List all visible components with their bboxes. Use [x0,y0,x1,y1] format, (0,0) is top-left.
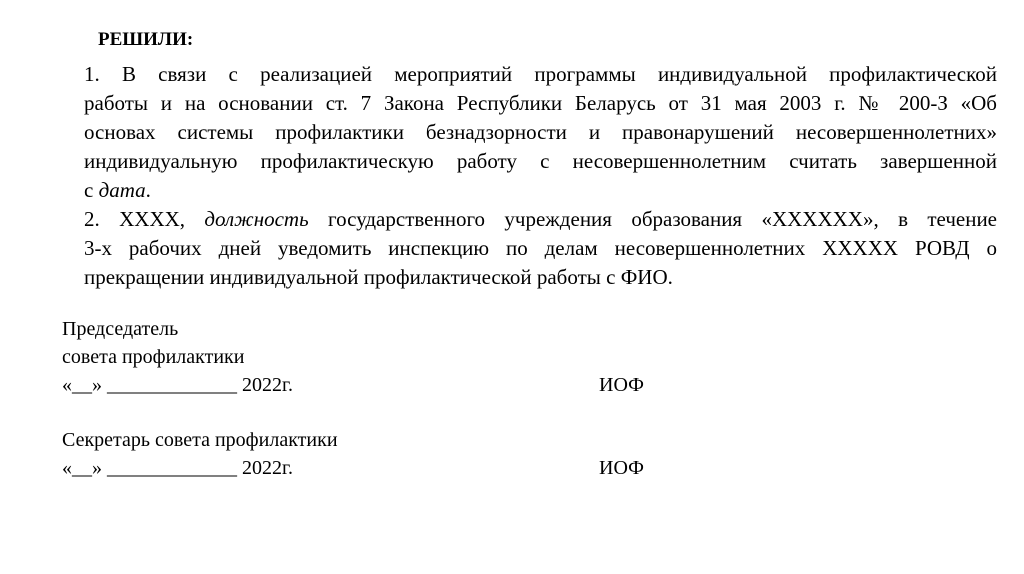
item-1-last-prefix: с [84,178,99,202]
chairman-date-line: «__» _____________ 2022г. [62,374,293,396]
item-1-line-3: основах системы профилактики безнадзорности и правонарушений несовершеннолетних» [84,120,997,144]
secretary-title: Секретарь совета профилактики [62,429,338,451]
chairman-signature-block [62,315,644,399]
item-2-prefix: 2. ХХХХ, [84,207,205,231]
item-2-line-3: прекращении индивидуальной профилактической работы с ФИО. [84,265,673,289]
item-2-line-1 [84,205,997,234]
item-1-last-suffix: . [145,178,151,202]
resolution-item-1 [84,60,997,205]
position-placeholder: должность [204,207,309,231]
item-2-line-1-rest: государственного учреждения образования «ХХХХХХ», в течение [308,207,998,231]
date-placeholder: дата [98,178,146,202]
secretary-signature-row [62,454,644,482]
secretary-name: ИОФ [599,457,644,479]
secretary-signature-block [62,426,644,482]
chairman-title-line-2: совета профилактики [62,346,245,368]
item-1-line-5 [84,176,997,205]
item-1-line-1: 1. В связи с реализацией мероприятий программы индивидуальной профилактической [84,62,997,86]
resolution-heading: РЕШИЛИ: [98,29,194,50]
item-2-line-2: 3-х рабочих дней уведомить инспекцию по делам несовершеннолетних ХХХХХ РОВД о [84,236,997,260]
resolution-item-2 [84,205,997,292]
chairman-title-line-1: Председатель [62,318,179,340]
item-1-line-4: индивидуальную профилактическую работу с несовершеннолетним считать завершенной [84,149,997,173]
chairman-signature-row [62,371,644,399]
item-1-line-2: работы и на основании ст. 7 Закона Республики Беларусь от 31 мая 2003 г. № 200-З «Об [84,91,997,115]
secretary-date-line: «__» _____________ 2022г. [62,457,293,479]
resolution-text [84,60,997,292]
chairman-name: ИОФ [599,374,644,396]
